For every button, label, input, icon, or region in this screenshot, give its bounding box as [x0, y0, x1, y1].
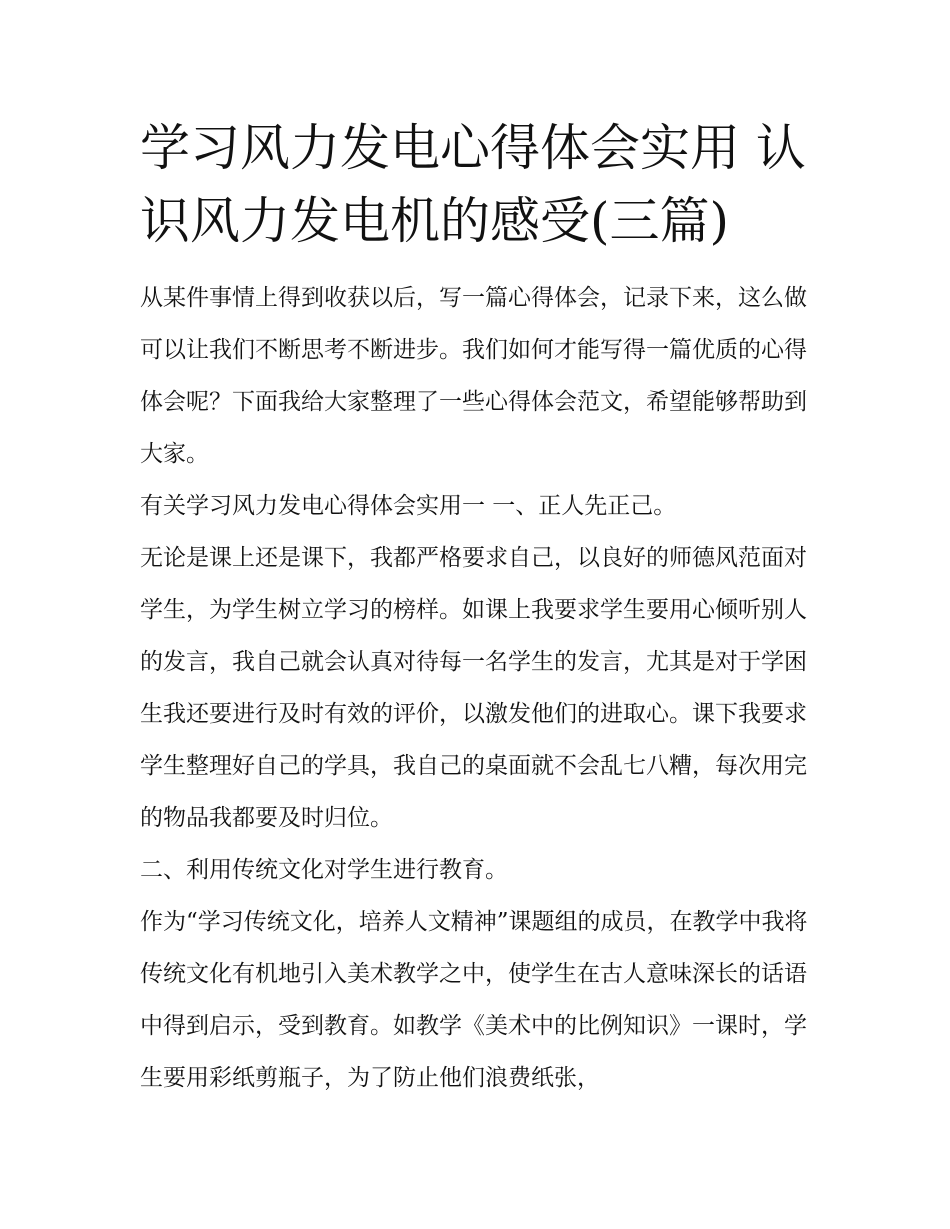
document-title: 学习风力发电心得体会实用 认识风力发电机的感受(三篇): [140, 119, 806, 250]
paragraph-heading-one: 有关学习风力发电心得体会实用一 一、正人先正己。: [140, 493, 677, 519]
paragraph-self-discipline: 无论是课上还是课下，我都严格要求自己，以良好的师德风范面对学生，为学生树立学习的榜样。如课上我要求学生要用心倾听别人的发言，我自己就会认真对待每一名学生的发言，尤其是对于学困生我还要进行及时有效的评价，以激发他们的进取心。课下我要求学生整理好自己的学具，我自己的桌面就不会乱七八糟，每次用完的物品我都要及时归位。: [140, 545, 807, 831]
paragraph-intro: 从某件事情上得到收获以后，写一篇心得体会，记录下来，这么做可以让我们不断思考不断进步。我们如何才能写得一篇优质的心得体会呢？下面我给大家整理了一些心得体会范文，希望能够帮助到大家。: [140, 285, 807, 467]
paragraph-traditional-culture: 作为“学习传统文化，培养人文精神”课题组的成员，在教学中我将传统文化有机地引入美术教学之中，使学生在古人意味深长的话语中得到启示，受到教育。如教学《美术中的比例知识》一课时，学生要用彩纸剪瓶子，为了防止他们浪费纸张，: [140, 909, 808, 1091]
document-page: [140, 112, 812, 1104]
paragraph-heading-two: 二、利用传统文化对学生进行教育。: [140, 857, 508, 883]
document-body: [140, 272, 812, 1104]
